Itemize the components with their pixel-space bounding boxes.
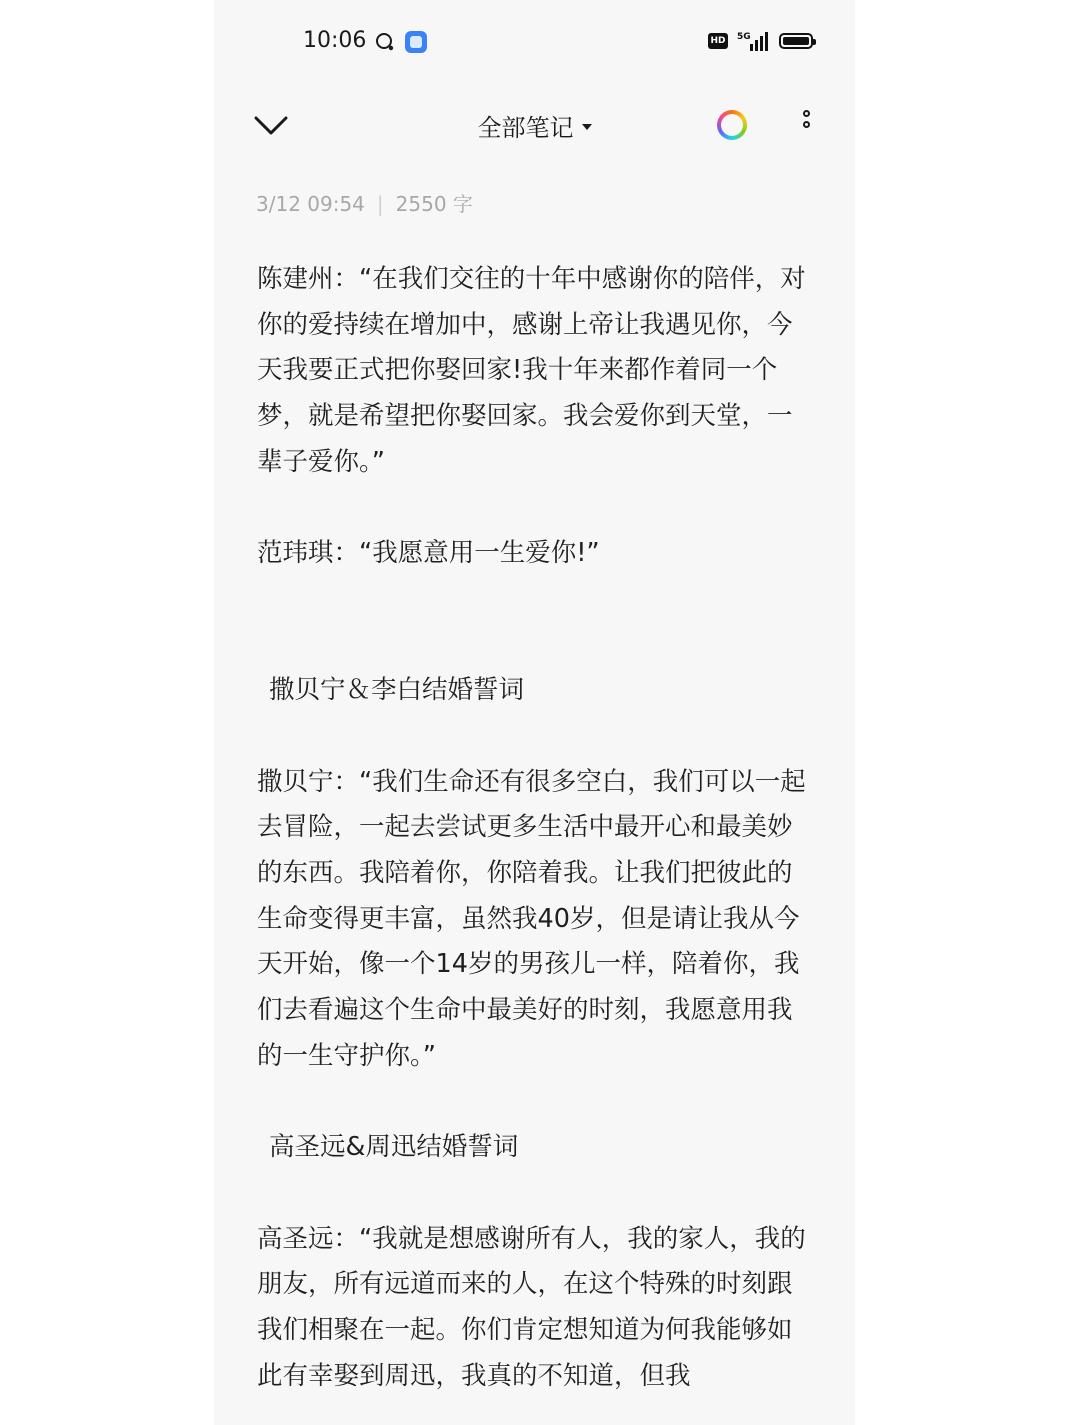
note-date: 3/12 09:54: [256, 192, 365, 216]
battery-icon: [779, 33, 813, 49]
app-notification-icon: [405, 31, 427, 53]
status-time: 10:06: [303, 28, 367, 53]
page-title: 全部笔记: [477, 114, 574, 142]
paragraph: 陈建州：“在我们交往的十年中感谢你的陪伴，对你的爱持续在增加中，感谢上帝让我遇见你，今天我要正式把你娶回家!我十年来都作着同一个梦，就是希望把你娶回家。我会爱你到天堂，一辈子爱你。”: [257, 264, 806, 477]
signal-5g-icon: [736, 30, 770, 52]
note-body[interactable]: [257, 257, 817, 1399]
paragraph: 撒贝宁：“我们生命还有很多空白，我们可以一起去冒险，一起去尝试更多生活中最开心和最美妙的东西。我陪着你，你陪着我。让我们把彼此的生命变得更丰富，虽然我40岁，但是请让我从今天开始，像一个14岁的男孩儿一样，陪着你，我们去看遍这个生命中最美好的时刻，我愿意用我的一生守护你。”: [257, 766, 806, 1071]
phone-screen: [214, 0, 855, 1425]
notes-folder-selector[interactable]: [214, 108, 855, 143]
meta-divider: |: [376, 192, 384, 216]
network-label: 5G: [737, 32, 751, 42]
hd-icon: HD: [708, 33, 728, 49]
ai-assistant-icon[interactable]: [717, 110, 747, 140]
section-heading: 撒贝宁＆李白结婚誓词: [269, 675, 525, 706]
caret-down-icon: [582, 124, 592, 130]
note-word-count: 2550 字: [395, 192, 473, 216]
chat-bubble-icon: [374, 32, 396, 52]
more-options-button[interactable]: [796, 110, 816, 142]
paragraph: 高圣远：“我就是想感谢所有人，我的家人，我的朋友，所有远道而来的人，在这个特殊的时刻跟我们相聚在一起。你们肯定想知道为何我能够如此有幸娶到周迅，我真的不知道，但我: [257, 1223, 806, 1391]
status-bar: [214, 0, 855, 84]
paragraph: 范玮琪：“我愿意用一生爱你!”: [257, 538, 600, 569]
section-heading: 高圣远&周迅结婚誓词: [269, 1132, 519, 1163]
note-meta: [256, 188, 473, 217]
